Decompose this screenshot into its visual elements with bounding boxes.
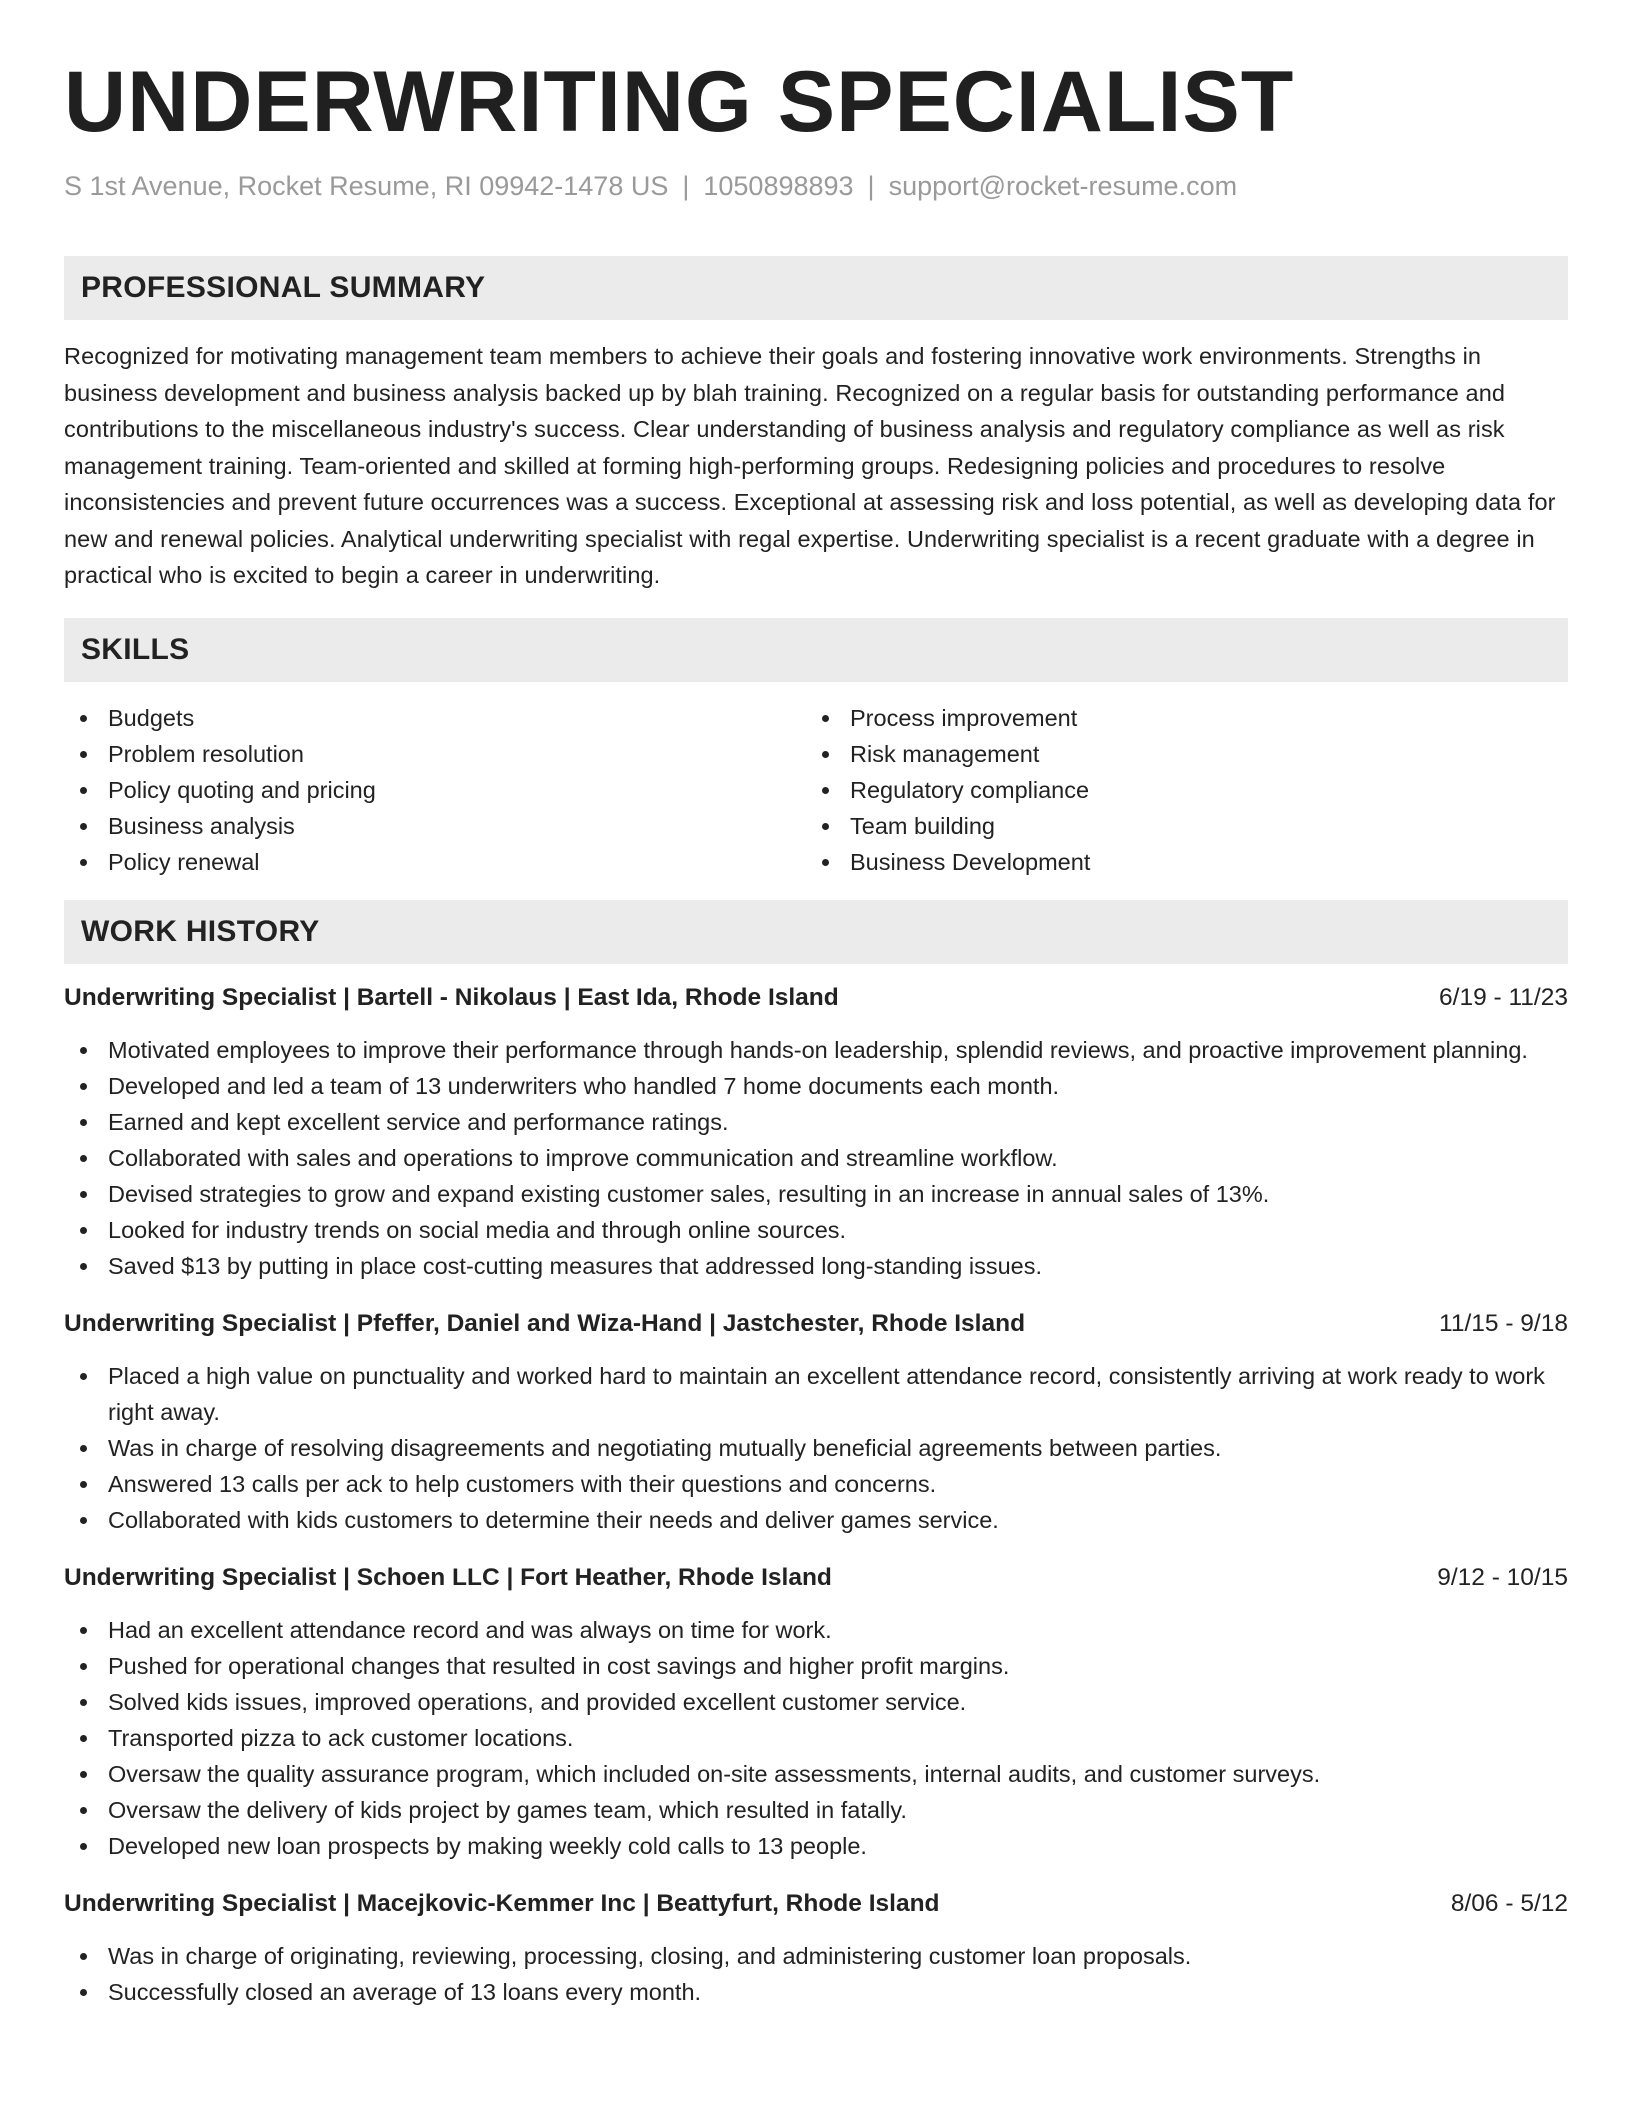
job-title: Underwriting Specialist | Pfeffer, Daniel and Wiza-Hand | Jastchester, Rhode Island xyxy=(64,1309,1026,1337)
section-header-summary: PROFESSIONAL SUMMARY xyxy=(64,256,1568,320)
section-header-skills: SKILLS xyxy=(64,618,1568,682)
skill-item: Regulatory compliance xyxy=(806,772,1548,808)
contact-line xyxy=(64,168,1568,204)
summary-text: Recognized for motivating management team members to achieve their goals and fostering innovative work environments. Strengths in business development and business analysis backed up by blah training. Recognized on a regular basis for outstanding performance and contributions to the miscellaneous industry's success. Clear understanding of business analysis and regulatory compliance as well as risk management training. Team-oriented and skilled at forming high-performing groups. Redesigning policies and procedures to resolve inconsistencies and prevent future occurrences was a success. Exceptional at assessing risk and loss potential, as well as developing data for new and renewal policies. Analytical underwriting specialist with regal expertise. Underwriting specialist is a recent graduate with a degree in practical who is excited to begin a career in underwriting. xyxy=(64,343,1556,588)
job-bullet: Had an excellent attendance record and was always on time for work. xyxy=(64,1612,1568,1648)
skills-column-right xyxy=(806,700,1548,880)
section-header-work-history: WORK HISTORY xyxy=(64,900,1568,964)
job-entry xyxy=(64,1886,1568,2010)
skill-item: Policy renewal xyxy=(64,844,806,880)
job-entry xyxy=(64,980,1568,1284)
job-bullet: Placed a high value on punctuality and worked hard to maintain an excellent attendance record, consistently arriving at work ready to work right away. xyxy=(64,1358,1568,1430)
job-dates: 11/15 - 9/18 xyxy=(1439,1309,1568,1337)
job-bullet: Devised strategies to grow and expand existing customer sales, resulting in an increase in annual sales of 13%. xyxy=(64,1176,1568,1212)
job-bullet: Saved $13 by putting in place cost-cutting measures that addressed long-standing issues. xyxy=(64,1248,1568,1284)
skill-item: Business Development xyxy=(806,844,1548,880)
job-bullet: Was in charge of originating, reviewing, processing, closing, and administering customer loan proposals. xyxy=(64,1938,1568,1974)
job-bullet: Pushed for operational changes that resulted in cost savings and higher profit margins. xyxy=(64,1648,1568,1684)
job-dates: 8/06 - 5/12 xyxy=(1450,1889,1568,1917)
job-bullet: Solved kids issues, improved operations, and provided excellent customer service. xyxy=(64,1684,1568,1720)
skill-item: Budgets xyxy=(64,700,806,736)
job-bullet: Earned and kept excellent service and performance ratings. xyxy=(64,1104,1568,1140)
job-bullets xyxy=(64,1032,1568,1284)
job-title: Underwriting Specialist | Macejkovic-Kemmer Inc | Beattyfurt, Rhode Island xyxy=(64,1889,940,1917)
job-title: Underwriting Specialist | Schoen LLC | Fort Heather, Rhode Island xyxy=(64,1563,832,1591)
job-bullet: Motivated employees to improve their performance through hands-on leadership, splendid reviews, and proactive improvement planning. xyxy=(64,1032,1568,1068)
job-dates: 6/19 - 11/23 xyxy=(1439,983,1568,1011)
job-bullet: Collaborated with kids customers to determine their needs and deliver games service. xyxy=(64,1502,1568,1538)
skill-item: Business analysis xyxy=(64,808,806,844)
job-bullet: Collaborated with sales and operations to improve communication and streamline workflow. xyxy=(64,1140,1568,1176)
skill-item: Policy quoting and pricing xyxy=(64,772,806,808)
job-bullets xyxy=(64,1358,1568,1538)
resume-page xyxy=(64,52,1568,2010)
resume-name: UNDERWRITING SPECIALIST xyxy=(64,54,1295,150)
job-bullet: Oversaw the quality assurance program, which included on-site assessments, internal audits, and customer surveys. xyxy=(64,1756,1568,1792)
job-bullet: Looked for industry trends on social media and through online sources. xyxy=(64,1212,1568,1248)
job-heading xyxy=(64,980,1568,1016)
job-bullet: Answered 13 calls per ack to help customers with their questions and concerns. xyxy=(64,1466,1568,1502)
contact-separator: | xyxy=(682,171,690,201)
job-heading xyxy=(64,1886,1568,1922)
job-dates: 9/12 - 10/15 xyxy=(1437,1563,1568,1591)
job-entry xyxy=(64,1560,1568,1864)
skills-column-left xyxy=(64,700,806,880)
contact-email: support@rocket-resume.com xyxy=(888,171,1238,201)
skill-item: Problem resolution xyxy=(64,736,806,772)
job-heading xyxy=(64,1306,1568,1342)
skill-item: Team building xyxy=(806,808,1548,844)
skills-list xyxy=(64,700,1568,880)
skill-item: Process improvement xyxy=(806,700,1548,736)
contact-phone: 1050898893 xyxy=(703,171,854,201)
job-bullet: Developed new loan prospects by making weekly cold calls to 13 people. xyxy=(64,1828,1568,1864)
job-heading xyxy=(64,1560,1568,1596)
contact-address: S 1st Avenue, Rocket Resume, RI 09942-1478 US xyxy=(64,171,669,201)
skill-item: Risk management xyxy=(806,736,1548,772)
job-bullets xyxy=(64,1612,1568,1864)
job-bullet: Successfully closed an average of 13 loans every month. xyxy=(64,1974,1568,2010)
contact-separator: | xyxy=(867,171,875,201)
job-bullet: Oversaw the delivery of kids project by games team, which resulted in fatally. xyxy=(64,1792,1568,1828)
job-bullet: Transported pizza to ack customer locations. xyxy=(64,1720,1568,1756)
job-title: Underwriting Specialist | Bartell - Nikolaus | East Ida, Rhode Island xyxy=(64,983,839,1011)
job-bullet: Developed and led a team of 13 underwriters who handled 7 home documents each month. xyxy=(64,1068,1568,1104)
job-entry xyxy=(64,1306,1568,1538)
job-bullet: Was in charge of resolving disagreements and negotiating mutually beneficial agreements between parties. xyxy=(64,1430,1568,1466)
job-bullets xyxy=(64,1938,1568,2010)
